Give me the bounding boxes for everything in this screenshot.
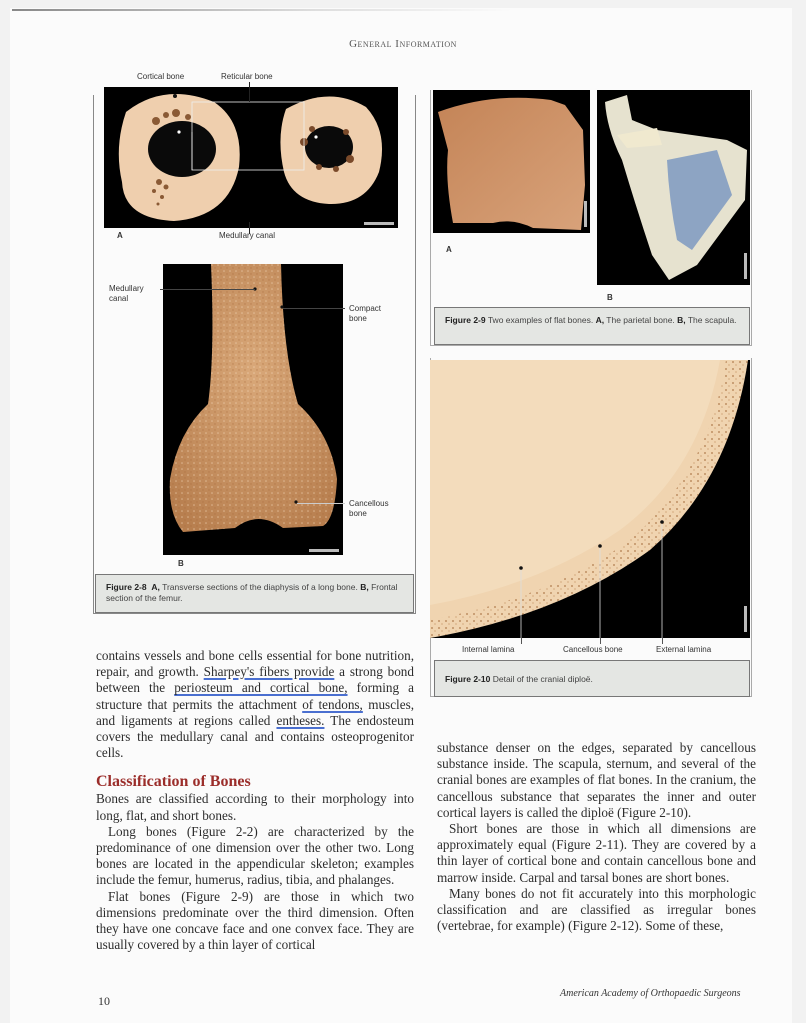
label-reticular-bone: Reticular bone	[221, 72, 273, 81]
caption-b-text: Frontal section of the femur.	[106, 582, 398, 604]
caption-a-marker: A,	[151, 582, 160, 592]
label-external-lamina: External lamina	[656, 645, 712, 654]
leader-reticular	[249, 82, 250, 102]
paragraph-flat-bones-cont: substance denser on the edges, separated by cancellous substance inside. The scapula, sternum, and several of the cranial bones are examples of flat bones. In the cranium, the cancellous substance that separates the inner and outer cortical layers is called the diploë (Figure 2-10).	[437, 740, 756, 820]
caption-a-marker: A,	[595, 315, 605, 325]
right-column	[437, 740, 756, 934]
pen-underline-tendons: of tendons,	[302, 696, 363, 712]
photo-copyright-mark	[744, 606, 747, 632]
figure-2-10-caption	[434, 660, 750, 697]
text-run: a strong bond between the	[96, 664, 414, 696]
caption-b-marker: B,	[677, 315, 686, 325]
caption-figure-number: Figure 2-9	[445, 315, 486, 325]
label-medullary-canal-a: Medullary canal	[219, 231, 276, 240]
photo-copyright-mark	[309, 549, 339, 552]
figure-2-9-caption	[434, 307, 750, 345]
paragraph-sharpeys-fibers	[96, 648, 414, 761]
label-panel-b: B	[178, 559, 184, 568]
leader-compact	[283, 308, 345, 309]
photo-cranial-diploe	[430, 360, 750, 638]
paragraph-flat-bones: Flat bones (Figure 2-9) are those in which two dimensions predominate over the third dimension. Often they have one concave face and one convex face. They are usually covered by a thin layer of cortical	[96, 888, 414, 953]
text-run: muscles, and ligaments at regions called	[96, 696, 414, 728]
label-internal-lamina: Internal lamina	[462, 645, 515, 654]
label-cancellous-bone-b: Cancellous bone	[349, 499, 389, 518]
label-panel-a: A	[117, 231, 123, 240]
figure-2-8-caption	[95, 574, 414, 613]
leader-internal-lamina	[521, 638, 522, 644]
photo-copyright-mark	[744, 253, 747, 279]
pen-underline-entheses: entheses.	[276, 712, 325, 728]
paragraph-irregular-bones: Many bones do not fit accurately into this morphologic classification and are classified as irregular bones (vertebrae, for example) (Figure 2-12). Some of these,	[437, 885, 756, 934]
pen-underline-periosteum: periosteum and cortical bone,	[174, 680, 348, 696]
leader-medullary-b	[160, 289, 255, 290]
transverse-sections-illustration	[104, 87, 398, 228]
photo-transverse-sections	[104, 87, 398, 228]
label-cancellous-bone: Cancellous bone	[563, 645, 623, 654]
leader-cancellous	[600, 638, 601, 644]
caption-text: Two examples of flat bones.	[485, 315, 596, 325]
photo-copyright-mark	[364, 222, 394, 225]
caption-a-text: The parietal bone.	[604, 315, 678, 325]
page-number: 10	[98, 994, 110, 1008]
label-compact-bone: Compact bone	[349, 304, 382, 323]
label-panel-b: B	[607, 293, 613, 302]
running-head: General Information	[349, 38, 457, 50]
cranial-diploe-illustration	[430, 360, 750, 638]
caption-figure-number: Figure 2-10	[445, 674, 491, 684]
leader-external-lamina	[662, 638, 663, 644]
scan-edge-line	[12, 9, 512, 11]
photo-scapula	[597, 90, 750, 285]
caption-b-text: The scapula.	[685, 315, 737, 325]
paragraph-intro: Bones are classified according to their morphology into long, flat, and short bones.	[96, 791, 414, 823]
text-run: forming a structure that permits the attachment	[96, 680, 415, 712]
scapula-illustration	[597, 90, 750, 285]
leader-cancellous	[297, 503, 345, 504]
caption-b-marker: B,	[360, 582, 369, 592]
label-cortical-bone: Cortical bone	[137, 72, 185, 81]
pen-underline-sharpeys: Sharpey's fibers provide	[203, 664, 335, 680]
caption-text: Detail of the cranial diploë.	[490, 674, 593, 684]
photo-copyright-mark	[584, 201, 587, 227]
label-panel-a: A	[446, 245, 452, 254]
section-heading: Classification of Bones	[96, 773, 251, 791]
caption-figure-number: Figure 2-8	[106, 582, 147, 592]
text-run: contains vessels and bone cells essential for bone nutrition, repair, and growth.	[96, 648, 414, 680]
photo-parietal-bone	[433, 90, 590, 233]
caption-a-text: Transverse sections of the diaphysis of a long bone.	[159, 582, 361, 592]
paragraph-long-bones: Long bones (Figure 2-2) are characterized by the predominance of one dimension over the other two. Long bones are located in the appendicular skeleton; examples include the femur, humerus, radius, tibia, and phalanges.	[96, 823, 414, 888]
paragraph-short-bones: Short bones are those in which all dimensions are approximately equal (Figure 2-11). They are covered by a thin layer of cortical bone and contain cancellous bone and marrow inside. Carpal and tarsal bones are short bones.	[437, 821, 756, 885]
text-run: The endosteum covers the medullary canal and contains osteoprogenitor cells.	[96, 712, 415, 761]
label-medullary-canal-b: Medullary canal	[109, 284, 144, 303]
parietal-bone-illustration	[433, 90, 590, 233]
publisher-footer: American Academy of Orthopaedic Surgeons	[560, 988, 741, 999]
left-column	[96, 648, 414, 953]
